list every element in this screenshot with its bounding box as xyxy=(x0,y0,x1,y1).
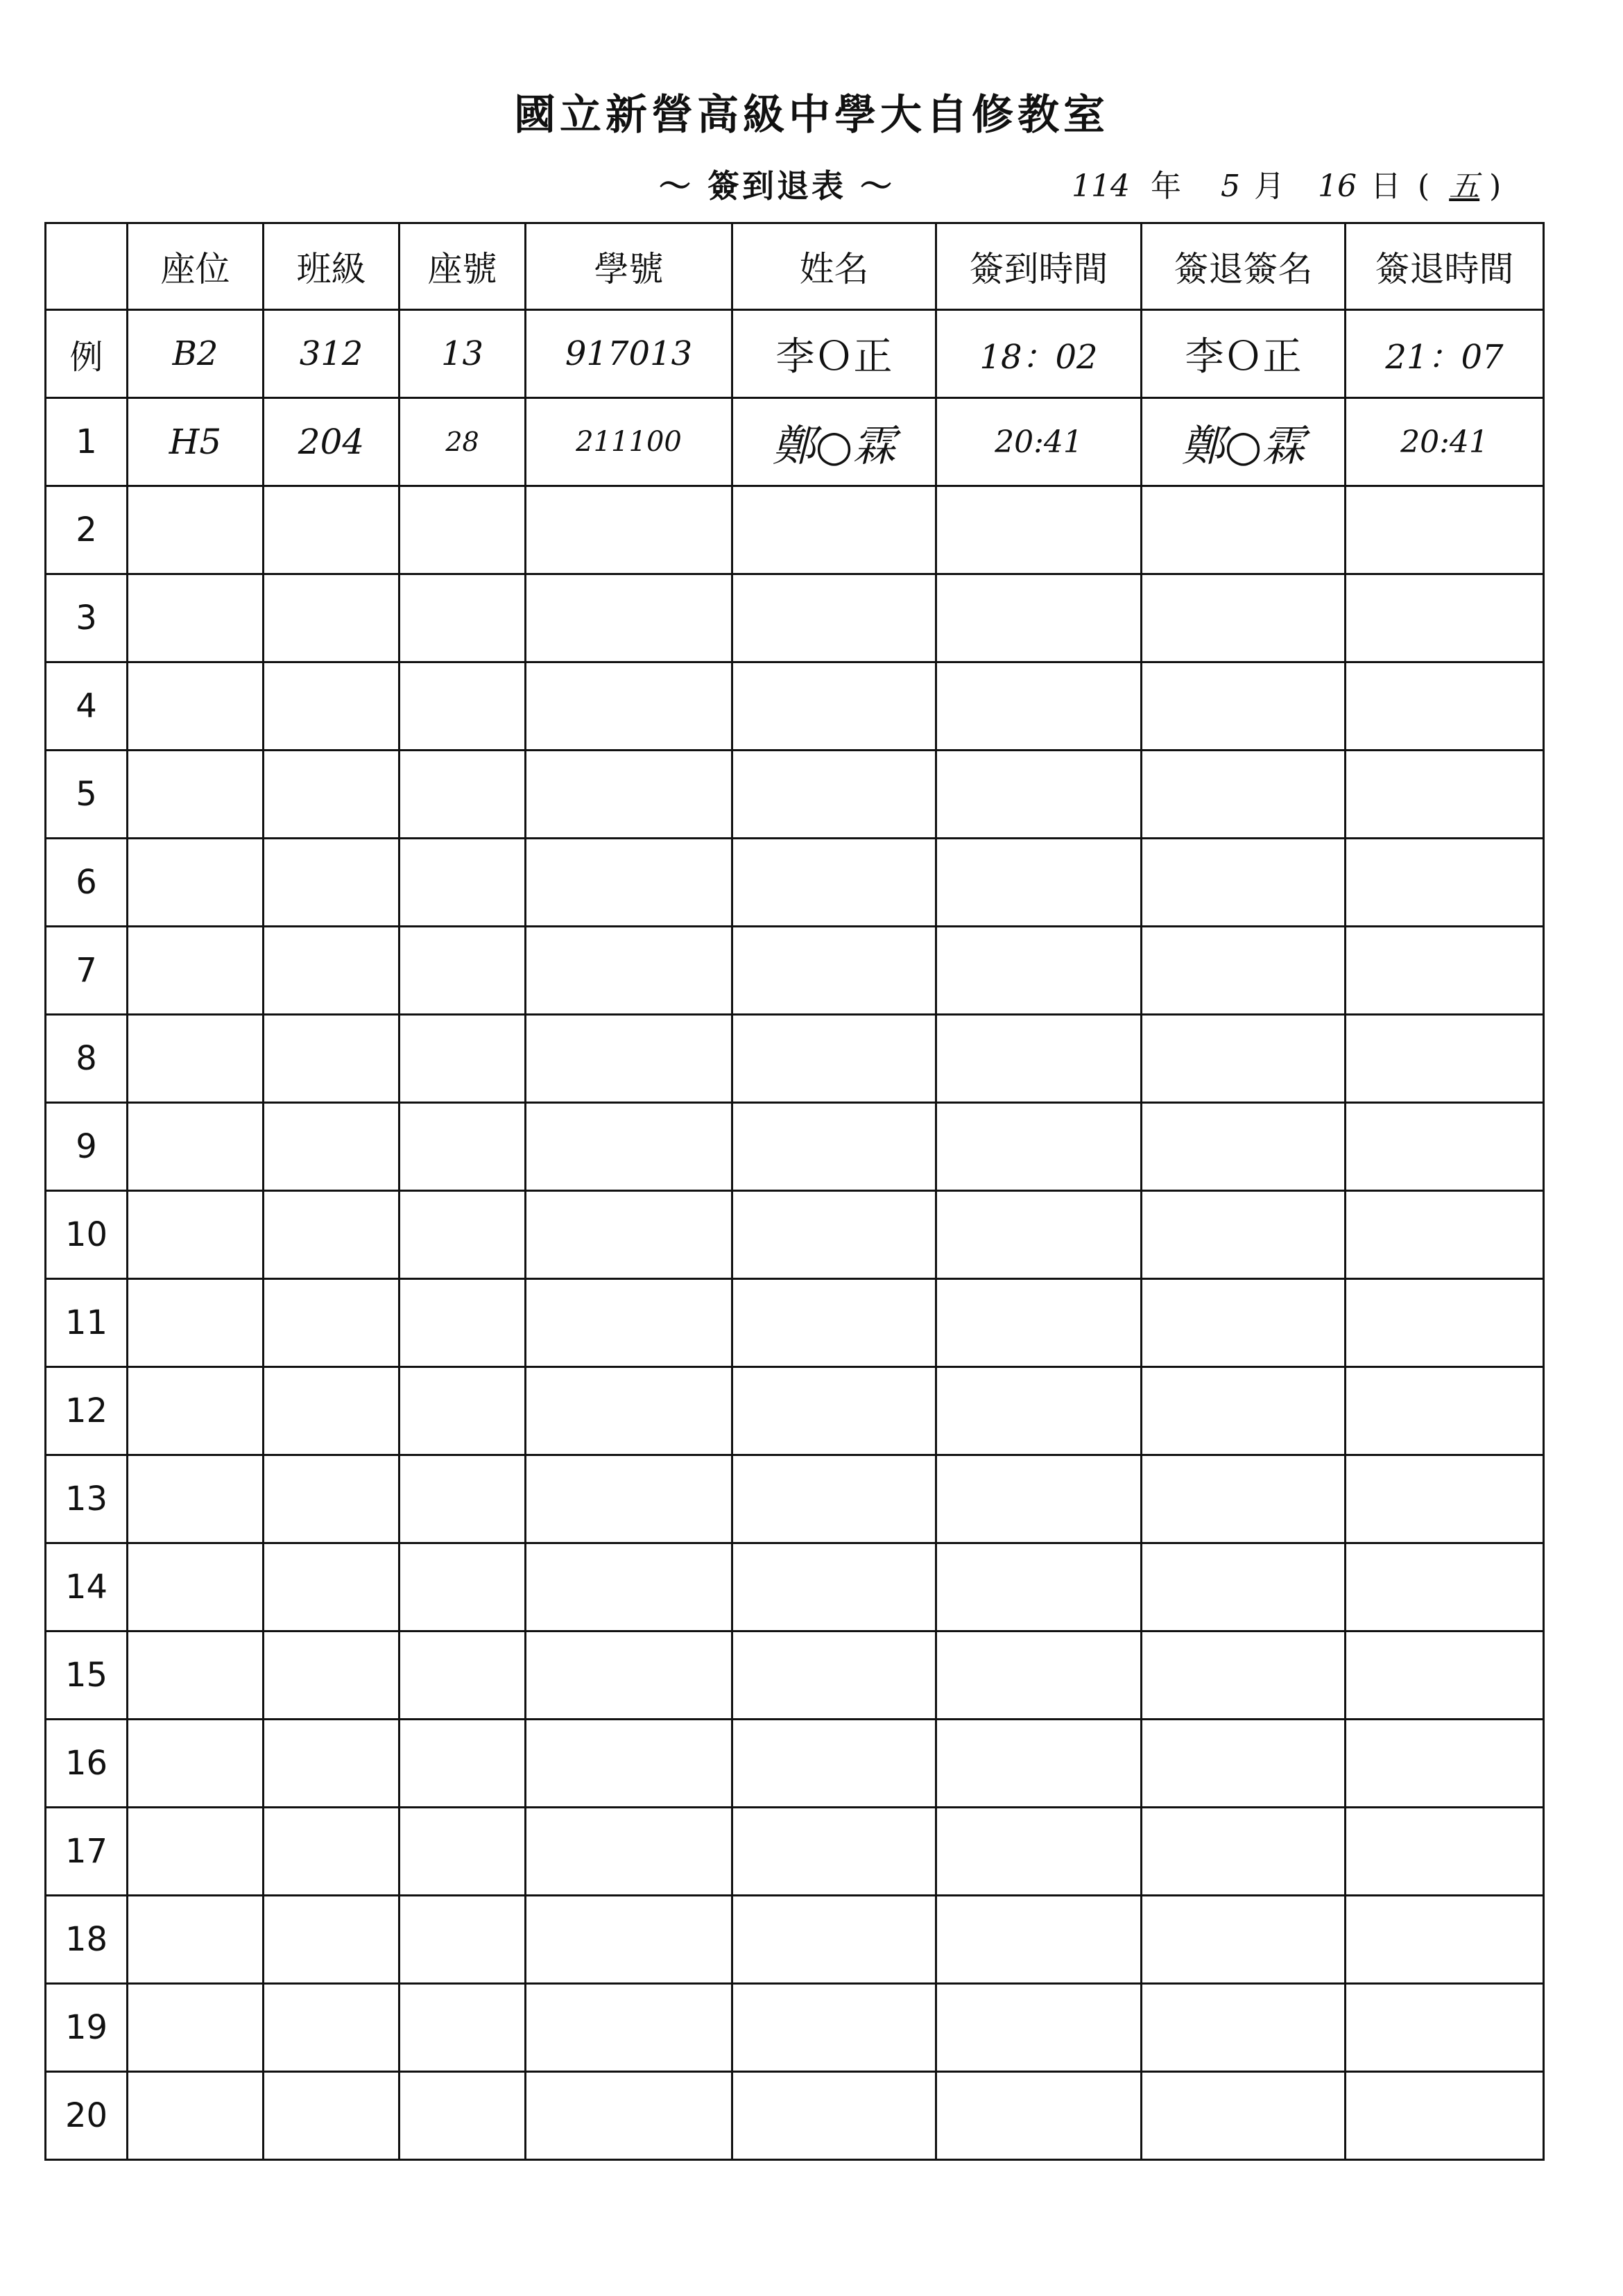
row-label: 6 xyxy=(46,839,128,927)
sign-out-signature-cell[interactable] xyxy=(1142,927,1346,1015)
seat-number-cell[interactable] xyxy=(400,927,526,1015)
seat-number-cell[interactable] xyxy=(400,839,526,927)
col-header-name: 姓名 xyxy=(732,223,936,310)
sign-in-time-cell[interactable] xyxy=(936,1367,1142,1455)
sign-out-signature-cell[interactable] xyxy=(1142,1543,1346,1631)
date-weekday-open: ( xyxy=(1418,169,1430,204)
student-id-cell[interactable] xyxy=(526,486,732,574)
seat-number-cell[interactable] xyxy=(400,1720,526,1808)
student-id-cell: 211100 xyxy=(526,398,732,486)
row-label: 9 xyxy=(46,1103,128,1191)
sign-out-time-cell[interactable] xyxy=(1346,486,1544,574)
sign-in-time-cell[interactable] xyxy=(936,662,1142,751)
sign-out-time-cell[interactable] xyxy=(1346,927,1544,1015)
class-cell[interactable] xyxy=(264,574,400,662)
row-label: 15 xyxy=(46,1631,128,1720)
col-header-seat-number: 座號 xyxy=(400,223,526,310)
example-row xyxy=(46,310,1544,398)
seat-cell[interactable] xyxy=(128,1367,264,1455)
col-header-class: 班級 xyxy=(264,223,400,310)
date-day-unit: 日 xyxy=(1371,169,1401,204)
student-id-cell[interactable] xyxy=(526,1543,732,1631)
sign-out-signature-cell[interactable] xyxy=(1142,1455,1346,1543)
seat-number-cell[interactable] xyxy=(400,1896,526,1984)
seat-number-cell[interactable] xyxy=(400,1367,526,1455)
sign-in-time-cell[interactable] xyxy=(936,486,1142,574)
sign-out-time-cell[interactable] xyxy=(1346,1808,1544,1896)
class-cell[interactable] xyxy=(264,486,400,574)
date-day-value: 16 xyxy=(1318,169,1357,204)
page-title: 國立新營高級中學大自修教室 xyxy=(514,91,1109,139)
date-year-value: 114 xyxy=(1072,169,1130,204)
table-row xyxy=(46,1896,1544,1984)
sign-out-signature-cell: 李Ｏ正 xyxy=(1142,310,1346,398)
row-label: 17 xyxy=(46,1808,128,1896)
sign-in-time-cell[interactable] xyxy=(936,1455,1142,1543)
name-cell[interactable] xyxy=(732,662,936,751)
student-id-cell[interactable] xyxy=(526,1984,732,2072)
class-cell[interactable] xyxy=(264,1367,400,1455)
sign-out-time-cell[interactable] xyxy=(1346,1455,1544,1543)
seat-cell[interactable] xyxy=(128,1896,264,1984)
seat-cell[interactable] xyxy=(128,662,264,751)
class-cell[interactable] xyxy=(264,1191,400,1279)
date-weekday-close: ) xyxy=(1489,169,1502,204)
name-cell[interactable] xyxy=(732,1279,936,1367)
sign-out-signature-cell[interactable] xyxy=(1142,1279,1346,1367)
sign-in-time-cell: 20:41 xyxy=(936,398,1142,486)
name-cell[interactable] xyxy=(732,1455,936,1543)
student-id-cell[interactable] xyxy=(526,839,732,927)
student-id-cell[interactable] xyxy=(526,1720,732,1808)
sign-out-signature-cell[interactable] xyxy=(1142,1808,1346,1896)
name-cell[interactable] xyxy=(732,574,936,662)
seat-cell[interactable] xyxy=(128,927,264,1015)
sign-out-time-cell[interactable] xyxy=(1346,1543,1544,1631)
row-label: 19 xyxy=(46,1984,128,2072)
seat-number-cell[interactable] xyxy=(400,1103,526,1191)
subtitle: ～ 簽到退表 ～ xyxy=(659,167,895,205)
sign-out-time-cell[interactable] xyxy=(1346,1279,1544,1367)
table-row xyxy=(46,1103,1544,1191)
seat-number-cell[interactable] xyxy=(400,1015,526,1103)
row-label: 2 xyxy=(46,486,128,574)
date-year xyxy=(1072,161,1181,205)
seat-cell[interactable] xyxy=(128,1543,264,1631)
student-id-cell[interactable] xyxy=(526,2072,732,2160)
row-label: 例 xyxy=(46,310,128,398)
col-header-sign-out-time: 簽退時間 xyxy=(1346,223,1544,310)
name-cell[interactable] xyxy=(732,927,936,1015)
table-row xyxy=(46,662,1544,751)
sign-out-time-cell[interactable] xyxy=(1346,839,1544,927)
sign-out-time-cell[interactable] xyxy=(1346,1367,1544,1455)
row-label: 16 xyxy=(46,1720,128,1808)
table-row xyxy=(46,2072,1544,2160)
name-cell[interactable] xyxy=(732,1896,936,1984)
seat-cell[interactable] xyxy=(128,1455,264,1543)
row-label: 1 xyxy=(46,398,128,486)
row-label: 7 xyxy=(46,927,128,1015)
class-cell[interactable] xyxy=(264,927,400,1015)
sign-out-signature-cell[interactable] xyxy=(1142,839,1346,927)
name-cell: 李Ｏ正 xyxy=(732,310,936,398)
seat-number-cell[interactable] xyxy=(400,1808,526,1896)
name-cell[interactable] xyxy=(732,1103,936,1191)
name-cell: 鄭○霖 xyxy=(732,398,936,486)
seat-cell[interactable] xyxy=(128,751,264,839)
sign-in-time-cell[interactable] xyxy=(936,1015,1142,1103)
seat-cell[interactable] xyxy=(128,574,264,662)
name-cell[interactable] xyxy=(732,486,936,574)
sign-in-time-cell[interactable] xyxy=(936,839,1142,927)
class-cell[interactable] xyxy=(264,1720,400,1808)
seat-number-cell[interactable] xyxy=(400,1984,526,2072)
sign-out-signature-cell: 鄭○霖 xyxy=(1142,398,1346,486)
sign-out-time-cell[interactable] xyxy=(1346,1191,1544,1279)
table-row xyxy=(46,1367,1544,1455)
sign-in-time-cell[interactable] xyxy=(936,1543,1142,1631)
student-id-cell[interactable] xyxy=(526,574,732,662)
seat-cell: B2 xyxy=(128,310,264,398)
sign-out-time-cell[interactable] xyxy=(1346,751,1544,839)
class-cell[interactable] xyxy=(264,751,400,839)
row-label: 5 xyxy=(46,751,128,839)
student-id-cell[interactable] xyxy=(526,1103,732,1191)
sign-out-signature-cell[interactable] xyxy=(1142,486,1346,574)
name-cell[interactable] xyxy=(732,751,936,839)
row-label: 20 xyxy=(46,2072,128,2160)
student-id-cell[interactable] xyxy=(526,751,732,839)
table-row xyxy=(46,574,1544,662)
table-row xyxy=(46,1015,1544,1103)
seat-cell: H5 xyxy=(128,398,264,486)
name-cell[interactable] xyxy=(732,1367,936,1455)
name-cell[interactable] xyxy=(732,839,936,927)
name-cell[interactable] xyxy=(732,2072,936,2160)
seat-number-cell[interactable] xyxy=(400,1279,526,1367)
table-row xyxy=(46,1455,1544,1543)
sign-in-time-cell[interactable] xyxy=(936,1808,1142,1896)
student-id-cell[interactable] xyxy=(526,1455,732,1543)
seat-cell[interactable] xyxy=(128,1015,264,1103)
sign-out-signature-cell[interactable] xyxy=(1142,1015,1346,1103)
class-cell: 312 xyxy=(264,310,400,398)
row-label: 14 xyxy=(46,1543,128,1631)
name-cell[interactable] xyxy=(732,1191,936,1279)
student-id-cell[interactable] xyxy=(526,1279,732,1367)
sign-in-time-cell[interactable] xyxy=(936,927,1142,1015)
seat-number-cell[interactable] xyxy=(400,1543,526,1631)
empty-rows xyxy=(46,486,1544,2160)
table-row xyxy=(46,839,1544,927)
row-label: 13 xyxy=(46,1455,128,1543)
table-row xyxy=(46,1191,1544,1279)
date-month-value: 5 xyxy=(1221,169,1240,204)
seat-number-cell[interactable] xyxy=(400,1631,526,1720)
sign-out-signature-cell[interactable] xyxy=(1142,2072,1346,2160)
col-header-student-id: 學號 xyxy=(526,223,732,310)
row-label: 11 xyxy=(46,1279,128,1367)
table-row xyxy=(46,1808,1544,1896)
table-row xyxy=(46,1279,1544,1367)
table-row xyxy=(46,1543,1544,1631)
sign-in-time-cell[interactable] xyxy=(936,1631,1142,1720)
student-id-cell: 917013 xyxy=(526,310,732,398)
sign-in-time-cell: 18：02 xyxy=(936,310,1142,398)
sign-in-time-cell[interactable] xyxy=(936,1984,1142,2072)
class-cell[interactable] xyxy=(264,662,400,751)
sign-in-time-cell[interactable] xyxy=(936,574,1142,662)
table-row xyxy=(46,486,1544,574)
row-label: 12 xyxy=(46,1367,128,1455)
sign-in-time-cell[interactable] xyxy=(936,1720,1142,1808)
sign-in-time-cell[interactable] xyxy=(936,2072,1142,2160)
student-id-cell[interactable] xyxy=(526,1808,732,1896)
col-header-sign-out-signature: 簽退簽名 xyxy=(1142,223,1346,310)
sign-out-time-cell[interactable] xyxy=(1346,1631,1544,1720)
sign-out-time-cell[interactable] xyxy=(1346,1984,1544,2072)
seat-cell[interactable] xyxy=(128,1103,264,1191)
seat-number-cell: 13 xyxy=(400,310,526,398)
class-cell[interactable] xyxy=(264,1631,400,1720)
col-header-sign-in-time: 簽到時間 xyxy=(936,223,1142,310)
row-label: 3 xyxy=(46,574,128,662)
sign-in-table xyxy=(44,222,1545,2161)
seat-cell[interactable] xyxy=(128,2072,264,2160)
student-id-cell[interactable] xyxy=(526,1015,732,1103)
row-label: 10 xyxy=(46,1191,128,1279)
sign-out-signature-cell[interactable] xyxy=(1142,1367,1346,1455)
name-cell[interactable] xyxy=(732,1543,936,1631)
sign-out-time-cell[interactable] xyxy=(1346,2072,1544,2160)
seat-number-cell[interactable] xyxy=(400,574,526,662)
sign-out-time-cell[interactable] xyxy=(1346,1720,1544,1808)
class-cell[interactable] xyxy=(264,1015,400,1103)
sign-out-signature-cell[interactable] xyxy=(1142,1631,1346,1720)
seat-cell[interactable] xyxy=(128,1984,264,2072)
table-row xyxy=(46,1984,1544,2072)
class-cell[interactable] xyxy=(264,1984,400,2072)
seat-number-cell[interactable] xyxy=(400,1455,526,1543)
sign-in-time-cell[interactable] xyxy=(936,751,1142,839)
sign-out-time-cell: 21：07 xyxy=(1346,310,1544,398)
seat-number-cell[interactable] xyxy=(400,486,526,574)
seat-cell[interactable] xyxy=(128,1720,264,1808)
seat-cell[interactable] xyxy=(128,1279,264,1367)
class-cell: 204 xyxy=(264,398,400,486)
sign-in-time-cell[interactable] xyxy=(936,1279,1142,1367)
sign-out-time-cell[interactable] xyxy=(1346,1015,1544,1103)
sign-in-time-cell[interactable] xyxy=(936,1103,1142,1191)
class-cell[interactable] xyxy=(264,2072,400,2160)
name-cell[interactable] xyxy=(732,1631,936,1720)
seat-number-cell[interactable] xyxy=(400,662,526,751)
sign-out-time-cell[interactable] xyxy=(1346,1103,1544,1191)
date-month-unit: 月 xyxy=(1254,169,1285,204)
class-cell[interactable] xyxy=(264,1896,400,1984)
date-day xyxy=(1318,161,1501,205)
seat-cell[interactable] xyxy=(128,1808,264,1896)
col-header-seat: 座位 xyxy=(128,223,264,310)
sign-out-time-cell[interactable] xyxy=(1346,662,1544,751)
sign-out-time-cell[interactable] xyxy=(1346,574,1544,662)
name-cell[interactable] xyxy=(732,1720,936,1808)
sign-out-signature-cell[interactable] xyxy=(1142,1191,1346,1279)
sign-out-signature-cell[interactable] xyxy=(1142,751,1346,839)
name-cell[interactable] xyxy=(732,1984,936,2072)
sign-in-time-cell[interactable] xyxy=(936,1191,1142,1279)
date-month xyxy=(1221,161,1285,205)
table-row xyxy=(46,398,1544,486)
sign-out-time-cell: 20:41 xyxy=(1346,398,1544,486)
row-label: 8 xyxy=(46,1015,128,1103)
name-cell[interactable] xyxy=(732,1015,936,1103)
seat-cell[interactable] xyxy=(128,1631,264,1720)
student-id-cell[interactable] xyxy=(526,1631,732,1720)
seat-number-cell: 28 xyxy=(400,398,526,486)
row-label: 18 xyxy=(46,1896,128,1984)
sign-out-signature-cell[interactable] xyxy=(1142,662,1346,751)
name-cell[interactable] xyxy=(732,1808,936,1896)
seat-number-cell[interactable] xyxy=(400,2072,526,2160)
class-cell[interactable] xyxy=(264,1543,400,1631)
sign-out-time-cell[interactable] xyxy=(1346,1896,1544,1984)
sign-in-time-cell[interactable] xyxy=(936,1896,1142,1984)
class-cell[interactable] xyxy=(264,1279,400,1367)
sign-out-signature-cell[interactable] xyxy=(1142,1720,1346,1808)
col-header-index xyxy=(46,223,128,310)
header-row xyxy=(46,223,1544,310)
seat-number-cell[interactable] xyxy=(400,751,526,839)
seat-cell[interactable] xyxy=(128,486,264,574)
student-id-cell[interactable] xyxy=(526,1896,732,1984)
seat-number-cell[interactable] xyxy=(400,1191,526,1279)
class-cell[interactable] xyxy=(264,1808,400,1896)
table-row xyxy=(46,1631,1544,1720)
date-weekday: 五 xyxy=(1449,169,1480,204)
table-row xyxy=(46,751,1544,839)
student-id-cell[interactable] xyxy=(526,662,732,751)
student-id-cell[interactable] xyxy=(526,927,732,1015)
row-label: 4 xyxy=(46,662,128,751)
sign-out-signature-cell[interactable] xyxy=(1142,574,1346,662)
student-id-cell[interactable] xyxy=(526,1191,732,1279)
seat-cell[interactable] xyxy=(128,839,264,927)
class-cell[interactable] xyxy=(264,1103,400,1191)
seat-cell[interactable] xyxy=(128,1191,264,1279)
table-row xyxy=(46,927,1544,1015)
table-row xyxy=(46,1720,1544,1808)
student-id-cell[interactable] xyxy=(526,1367,732,1455)
sign-out-signature-cell[interactable] xyxy=(1142,1984,1346,2072)
class-cell[interactable] xyxy=(264,1455,400,1543)
class-cell[interactable] xyxy=(264,839,400,927)
sign-out-signature-cell[interactable] xyxy=(1142,1896,1346,1984)
sign-out-signature-cell[interactable] xyxy=(1142,1103,1346,1191)
date-year-unit: 年 xyxy=(1150,169,1181,204)
